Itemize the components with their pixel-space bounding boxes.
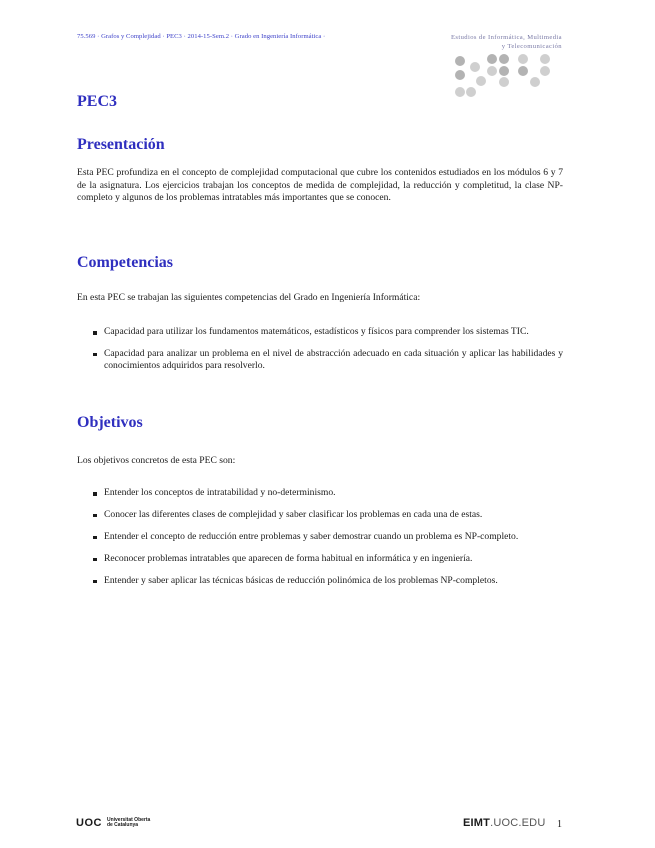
uoc-name-line-1: Universitat Oberta	[106, 816, 151, 823]
section-heading-presentacion: Presentación	[77, 136, 165, 153]
presentacion-paragraph: Esta PEC profundiza en el concepto de complejidad computacional que cubre los contenidos estudiados en los módulos 6 y 7 de la asignatura. Los ejercicios trabajan los conceptos de medida de complejidad, la reducción y completitud, la clase NP-completo y algunos de los problemas intratables más importantes que se conocen.	[77, 167, 563, 204]
department-line-2: y Telecomunicación	[501, 43, 562, 50]
section-heading-objetivos: Objetivos	[77, 414, 143, 431]
document-title: PEC3	[77, 93, 117, 110]
list-item-text: Conocer las diferentes clases de complejidad y saber clasificar los problemas en cada una de estas.	[104, 508, 483, 520]
bullet-icon	[93, 353, 97, 357]
bullet-icon	[93, 492, 97, 496]
uoc-logo	[76, 816, 150, 830]
objetivos-list	[77, 487, 563, 596]
running-header-department	[412, 33, 562, 51]
list-item-text: Capacidad para analizar un problema en el nivel de abstracción adecuado en cada situación y aplicar las habilidades y conocimientos adquiridos para resolverlo.	[104, 347, 563, 372]
bullet-icon	[93, 536, 97, 540]
dot-pattern-logo	[452, 53, 567, 99]
eimt-bold-text: EIMT	[463, 817, 491, 829]
uoc-logo-name	[107, 818, 150, 829]
list-item-text: Entender el concepto de reducción entre problemas y saber demostrar cuando un problema es NP-completo.	[104, 530, 519, 542]
bullet-icon	[93, 580, 97, 584]
page-number: 1	[557, 819, 562, 830]
competencias-intro: En esta PEC se trabajan las siguientes competencias del Grado en Ingeniería Informática:	[77, 292, 421, 303]
bullet-icon	[93, 331, 97, 335]
eimt-domain-text: .UOC.EDU	[490, 817, 546, 829]
eimt-logo	[463, 817, 545, 829]
list-item	[77, 575, 563, 588]
section-heading-competencias: Competencias	[77, 254, 173, 271]
list-item-text: Capacidad para utilizar los fundamentos matemáticos, estadísticos y físicos para comprender los sistemas TIC.	[104, 326, 529, 337]
uoc-name-line-2: de Catalunya	[106, 822, 139, 828]
list-item	[77, 553, 563, 566]
list-item	[77, 326, 563, 339]
list-item	[77, 348, 563, 373]
list-item	[77, 531, 563, 544]
running-header-course: 75.569 · Grafos y Complejidad · PEC3 · 2014-15-Sem.2 · Grado en Ingeniería Informática ·	[77, 33, 326, 40]
list-item-text: Entender los conceptos de intratabilidad y no-determinismo.	[104, 487, 336, 498]
list-item-text: Entender y saber aplicar las técnicas básicas de reducción polinómica de los problemas NP-completos.	[104, 574, 498, 586]
uoc-logo-mark: UOC	[76, 817, 102, 829]
competencias-list	[77, 326, 563, 382]
objetivos-intro: Los objetivos concretos de esta PEC son:	[77, 455, 236, 466]
bullet-icon	[93, 514, 97, 518]
list-item	[77, 487, 563, 500]
bullet-icon	[93, 558, 97, 562]
list-item	[77, 509, 563, 522]
list-item-text: Reconocer problemas intratables que aparecen de forma habitual en informática y en ingeniería.	[104, 552, 473, 564]
department-line-1: Estudios de Informática, Multimedia	[450, 34, 562, 41]
